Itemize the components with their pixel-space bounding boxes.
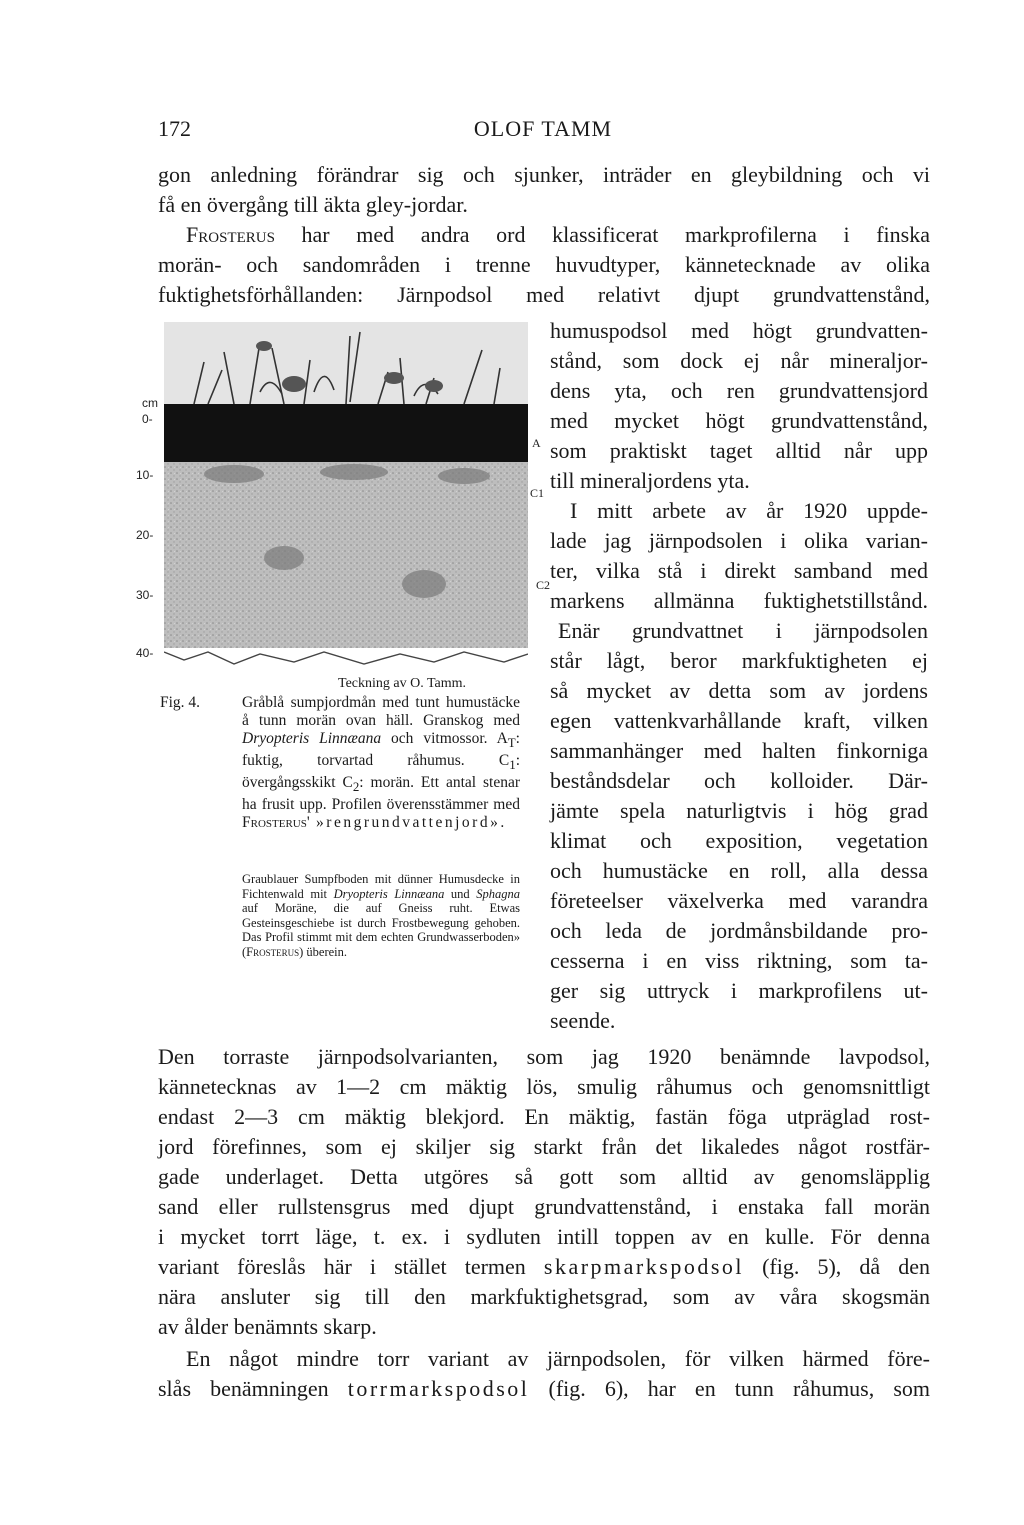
text-line: så mycket av detta som av jordens <box>550 678 928 703</box>
text-fragment: slås benämningen <box>158 1376 348 1401</box>
text-line: och leda de jordmånsbildande pro- <box>550 918 928 943</box>
text-line: fuktighetsförhållanden: Järnpodsol med relativt djupt grundvattenstånd, <box>158 282 930 307</box>
text-line: ger sig uttryck i markprofilens ut- <box>550 978 928 1003</box>
text-line: klimat och exposition, vegetation <box>550 828 928 853</box>
caption-fragment: auf Moräne, die auf Gneiss ruht. Etwas Gesteinsgeschiebe ist durch Frostbewegung gehoben. Das Profil stimmt mit dem echten Grundwasserboden» ( <box>242 901 520 959</box>
text-line: En något mindre torr variant av järnpodsolen, för vilken härmed före- <box>186 1346 930 1371</box>
text-line: sand eller rullstensgrus med djupt grundvattenstånd, i enstaka fall morän <box>158 1194 930 1219</box>
text-line <box>158 1374 930 1404</box>
author-name: Frosterus <box>186 222 275 247</box>
caption-fragment: Gråblå sumpjordmån med tunt humustäcke å tunn morän ovan häll. Granskog med <box>242 694 520 729</box>
caption-fragment: : fuktig, torvartad råhumus. C <box>242 730 520 770</box>
text-line: kännetecknas av 1—2 cm mäktig lös, smulig råhumus och genomsnittligt <box>158 1074 930 1099</box>
species-name: Sphagna <box>476 886 520 901</box>
text-line: företeelser växelverka med varandra <box>550 888 928 913</box>
text-line: står lågt, beror markfuktigheten ej <box>550 648 928 673</box>
text-line: stånd, som dock ej når mineraljor- <box>550 348 928 373</box>
scale-unit: cm <box>142 396 158 410</box>
text-line: markens allmänna fuktighetstillstånd. <box>550 588 928 613</box>
caption-fragment: och vitmossor. A <box>381 730 508 747</box>
author-name: Frosterus <box>246 944 300 959</box>
figure-number: Fig. 4. <box>160 694 201 711</box>
caption-fragment: : övergångsskikt C <box>242 752 520 792</box>
text-line: sammanhänger med halten finkorniga <box>550 738 928 763</box>
text-line: I mitt arbete av år 1920 uppde- <box>570 498 928 523</box>
figure-soil-profile <box>136 322 551 682</box>
figure-caption-swedish <box>160 694 520 832</box>
text-line: och humustäcke en roll, alla dessa <box>550 858 928 883</box>
text-line: ter, vilka stå i direkt samband med <box>550 558 928 583</box>
author-name: Frosterus' <box>242 814 310 832</box>
text-fragment: variant föreslås här i stället termen <box>158 1254 544 1279</box>
subscript: 1 <box>509 757 516 773</box>
text-line: nära ansluter sig till den markfuktighetsgrad, som av våra skogsmän <box>158 1284 930 1309</box>
text-line: till mineraljordens yta. <box>550 468 750 493</box>
text-line: beståndsdelar och kolloider. Där- <box>550 768 928 793</box>
text-line: jämte spela naturligtvis i hög grad <box>550 798 928 823</box>
scale-tick: 10- <box>136 468 154 482</box>
text-line: gon anledning förändrar sig och sjunker, inträder en gleybildning och vi <box>158 162 930 187</box>
text-line: egen vattenkvarhållande kraft, vilken <box>550 708 928 733</box>
text-line: humuspodsol med högt grundvatten- <box>550 318 928 343</box>
caption-fragment: und <box>444 886 477 901</box>
text-line: dens yta, och ren grundvattensjord <box>550 378 928 403</box>
caption-fragment: ) überein. <box>299 944 348 959</box>
scale-tick: 40- <box>136 646 154 660</box>
term: skarpmarkspodsol <box>543 1254 744 1279</box>
text-line: jord förefinnes, som ej skiljer sig starkt från det likaledes något rostfär- <box>158 1134 930 1159</box>
caption-text <box>242 694 520 832</box>
subscript: 2 <box>352 779 360 795</box>
species-name: Dryopteris Linnæana <box>333 886 445 901</box>
caption-fragment: »rengrundvattenjord». <box>309 814 507 832</box>
scale-tick: 30- <box>136 588 154 602</box>
text-line <box>186 220 930 250</box>
horizon-label: C2 <box>536 578 551 592</box>
text-line <box>158 1252 930 1282</box>
scale-tick: 0- <box>142 412 153 426</box>
horizon-label: A <box>532 436 541 450</box>
page-header <box>158 116 928 146</box>
text-fragment: (fig. 5), då den <box>744 1254 931 1279</box>
page-number: 172 <box>158 116 191 141</box>
running-head: OLOF TAMM <box>473 116 613 141</box>
text-line: seende. <box>550 1008 616 1033</box>
text-line: Den torraste järnpodsolvarianten, som jag 1920 benämnde lavpodsol, <box>158 1044 930 1069</box>
term: torrmarkspodsol <box>347 1376 530 1401</box>
text-line: Enär grundvattnet i järnpodsolen <box>558 618 928 643</box>
figure-credit: Teckning av O. Tamm. <box>338 676 467 691</box>
text-fragment: (fig. 6), har en tunn råhumus, som <box>529 1376 930 1401</box>
caption-fragment: Graublauer Sumpfboden mit dünner Humusdecke in Fichtenwald mit <box>242 872 520 901</box>
subscript: T <box>507 735 516 751</box>
text-line: i mycket torrt läge, t. ex. i sydluten intill toppen av en kulle. För denna <box>158 1224 930 1249</box>
scale-tick: 20- <box>136 528 154 542</box>
horizon-label: C1 <box>530 486 545 500</box>
text-fragment: har med andra ord klassificerat markprofilerna i finska <box>274 222 930 247</box>
species-name: Dryopteris Linnæana <box>242 730 382 747</box>
soil-profile-drawing <box>164 322 528 682</box>
text-line: som praktiskt taget alltid når upp <box>550 438 928 463</box>
text-line: cesserna i en viss riktning, som ta- <box>550 948 928 973</box>
text-line: morän- och sandområden i trenne huvudtyper, kännetecknade av olika <box>158 252 930 277</box>
text-line: av ålder benämnts skarp. <box>158 1314 377 1339</box>
text-line: lade jag järnpodsolen i olika varian- <box>550 528 928 553</box>
figure-caption-german <box>242 872 520 959</box>
text-line: gade underlaget. Detta utgöres så gott som alltid av genomsläpplig <box>158 1164 930 1189</box>
text-line: endast 2—3 cm mäktig blekjord. En mäktig, fastän föga utpräglad rost- <box>158 1104 930 1129</box>
caption-fragment: : morän. Ett antal stenar ha frusit upp. Profilen överensstämmer med <box>242 774 521 814</box>
text-line: med mycket högt grundvattenstånd, <box>550 408 928 433</box>
text-line: få en övergång till äkta gley-jordar. <box>158 192 468 217</box>
